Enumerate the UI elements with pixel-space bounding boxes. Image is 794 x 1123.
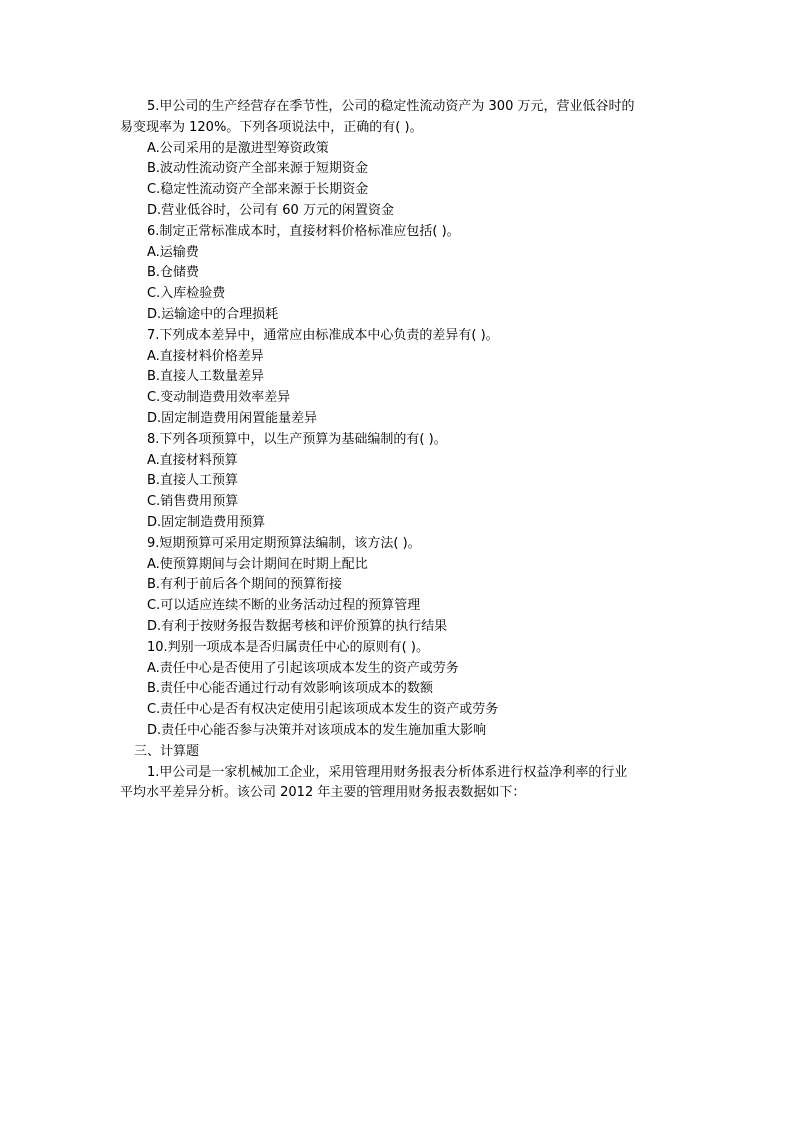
calc-question-1-line1: 1.甲公司是一家机械加工企业，采用管理用财务报表分析体系进行权益净利率的行业 (147, 764, 628, 780)
question-6-option-b: B.仓储费 (147, 265, 200, 281)
question-8-stem: 8.下列各项预算中，以生产预算为基础编制的有( )。 (147, 431, 447, 447)
question-9-option-b: B.有利于前后各个期间的预算衔接 (147, 577, 343, 593)
question-7-option-a: A.直接材料价格差异 (147, 348, 264, 364)
question-6-stem: 6.制定正常标准成本时，直接材料价格标准应包括( )。 (147, 223, 460, 239)
calc-question-1-line2: 平均水平差异分析。该公司 2012 年主要的管理用财务报表数据如下： (120, 785, 526, 801)
document-body (120, 97, 680, 804)
question-5-stem-line1: 5.甲公司的生产经营存在季节性，公司的稳定性流动资产为 300 万元，营业低谷时的 (147, 99, 635, 114)
question-5-option-d: D.营业低谷时，公司有 60 万元的闲置资金 (147, 202, 394, 218)
question-8-option-b: B.直接人工预算 (147, 473, 239, 489)
question-7-option-c: C.变动制造费用效率差异 (147, 390, 291, 406)
question-6-option-a: A.运输费 (147, 244, 199, 260)
question-7-option-d: D.固定制造费用闲置能量差异 (147, 410, 318, 426)
question-9-option-d: D.有利于按财务报告数据考核和评价预算的执行结果 (147, 618, 448, 634)
question-10-option-a: A.责任中心是否使用了引起该项成本发生的资产或劳务 (147, 660, 459, 676)
question-10-option-d: D.责任中心能否参与决策并对该项成本的发生施加重大影响 (147, 722, 487, 738)
question-7-option-b: B.直接人工数量差异 (147, 369, 265, 385)
question-8-option-a: A.直接材料预算 (147, 452, 238, 468)
question-5-option-c: C.稳定性流动资产全部来源于长期资金 (147, 182, 369, 198)
question-7-stem: 7.下列成本差异中，通常应由标准成本中心负责的差异有( )。 (147, 327, 499, 343)
question-9-option-a: A.使预算期间与会计期间在时期上配比 (147, 556, 368, 572)
question-5-option-a: A.公司采用的是激进型筹资政策 (147, 140, 329, 156)
question-9-option-c: C.可以适应连续不断的业务活动过程的预算管理 (147, 598, 421, 614)
section-heading-calculation: 三、计算题 (134, 743, 200, 759)
question-6-option-c: C.入库检验费 (147, 286, 226, 302)
question-10-option-b: B.责任中心能否通过行动有效影响该项成本的数额 (147, 681, 434, 697)
question-10-stem: 10.判别一项成本是否归属责任中心的原则有( )。 (147, 639, 429, 655)
question-10-option-c: C.责任中心是否有权决定使用引起该项成本发生的资产或劳务 (147, 702, 499, 718)
question-9-stem: 9.短期预算可采用定期预算法编制，该方法( )。 (147, 535, 421, 551)
question-8-option-c: C.销售费用预算 (147, 494, 239, 510)
question-5-option-b: B.波动性流动资产全部来源于短期资金 (147, 161, 369, 177)
question-8-option-d: D.固定制造费用预算 (147, 514, 266, 530)
question-6-option-d: D.运输途中的合理损耗 (147, 306, 279, 322)
question-5-stem-line2: 易变现率为 120%。下列各项说法中，正确的有( )。 (120, 119, 423, 135)
